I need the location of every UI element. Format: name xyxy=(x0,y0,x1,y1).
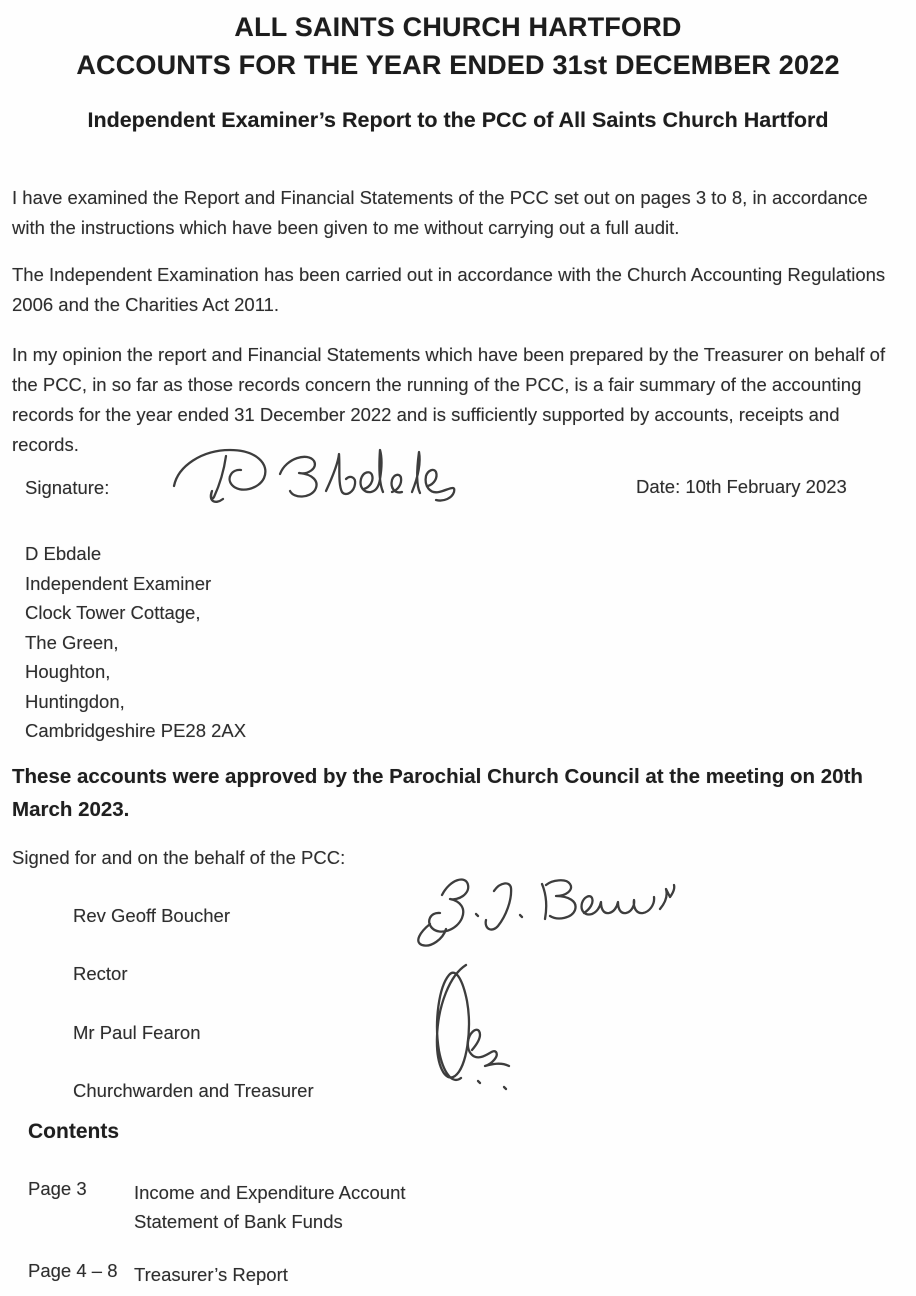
contents-entry-page3 xyxy=(28,1178,406,1236)
contents-entry-titles xyxy=(134,1178,406,1236)
contents-page-number: Page 3 xyxy=(28,1178,87,1199)
paragraph-examined: I have examined the Report and Financial Statements of the PCC set out on pages 3 to 8, in accordance with the instructions which have been given to me without carrying out a full audit. xyxy=(12,187,868,238)
rector-signature-handwriting xyxy=(398,867,674,957)
examiner-address-line4: Huntingdon, xyxy=(25,690,125,712)
signature-label: Signature: xyxy=(25,477,110,498)
report-heading: Independent Examiner’s Report to the PCC of All Saints Church Hartford xyxy=(87,108,829,132)
document-title-line1: ALL SAINTS CHURCH HARTFORD xyxy=(234,12,682,42)
contents-page-number: Page 4 – 8 xyxy=(28,1260,118,1281)
paragraph-regulations: The Independent Examination has been carried out in accordance with the Church Accounting Regulations 2006 and the Charities Act 2011. xyxy=(12,264,886,315)
paragraph-opinion: In my opinion the report and Financial Statements which have been prepared by the Treasurer on behalf of the PCC, in so far as those records concern the running of the PCC, is a fair summary of the accounting records for the year ended 31 December 2022 and is sufficiently supported by accounts, receipts and records. xyxy=(12,344,886,455)
contents-entry-titles xyxy=(134,1260,288,1289)
examiner-address-line2: The Green, xyxy=(25,631,119,653)
examiner-address-line1: Clock Tower Cottage, xyxy=(25,602,201,623)
treasurer-signature-handwriting xyxy=(418,957,543,1099)
contents-entry-page4-8 xyxy=(28,1260,288,1289)
signed-for-label: Signed for and on the behalf of the PCC: xyxy=(12,847,346,868)
signatory-name-rector: Rev Geoff Boucher xyxy=(73,905,230,926)
contents-title-treasurers-report: Treasurer’s Report xyxy=(134,1264,288,1285)
examiner-name: D Ebdale xyxy=(25,543,102,564)
examiner-address-line3: Houghton, xyxy=(25,661,111,682)
contents-title-bank-funds: Statement of Bank Funds xyxy=(134,1211,343,1232)
examiner-address-line5: Cambridgeshire PE28 2AX xyxy=(25,720,247,741)
examiner-signature-handwriting xyxy=(168,444,460,524)
approval-statement: These accounts were approved by the Parochial Church Council at the meeting on 20th March 2023. xyxy=(12,765,863,821)
signature-date: Date: 10th February 2023 xyxy=(636,476,847,497)
contents-title-income-expenditure: Income and Expenditure Account xyxy=(134,1182,406,1203)
contents-heading: Contents xyxy=(28,1120,119,1143)
signatory-role-rector: Rector xyxy=(73,963,128,984)
signatory-name-treasurer: Mr Paul Fearon xyxy=(73,1022,201,1043)
examiner-title: Independent Examiner xyxy=(25,572,212,594)
signatory-role-treasurer: Churchwarden and Treasurer xyxy=(73,1080,314,1101)
document-title-line2: ACCOUNTS FOR THE YEAR ENDED 31st DECEMBER 2022 xyxy=(76,50,840,80)
